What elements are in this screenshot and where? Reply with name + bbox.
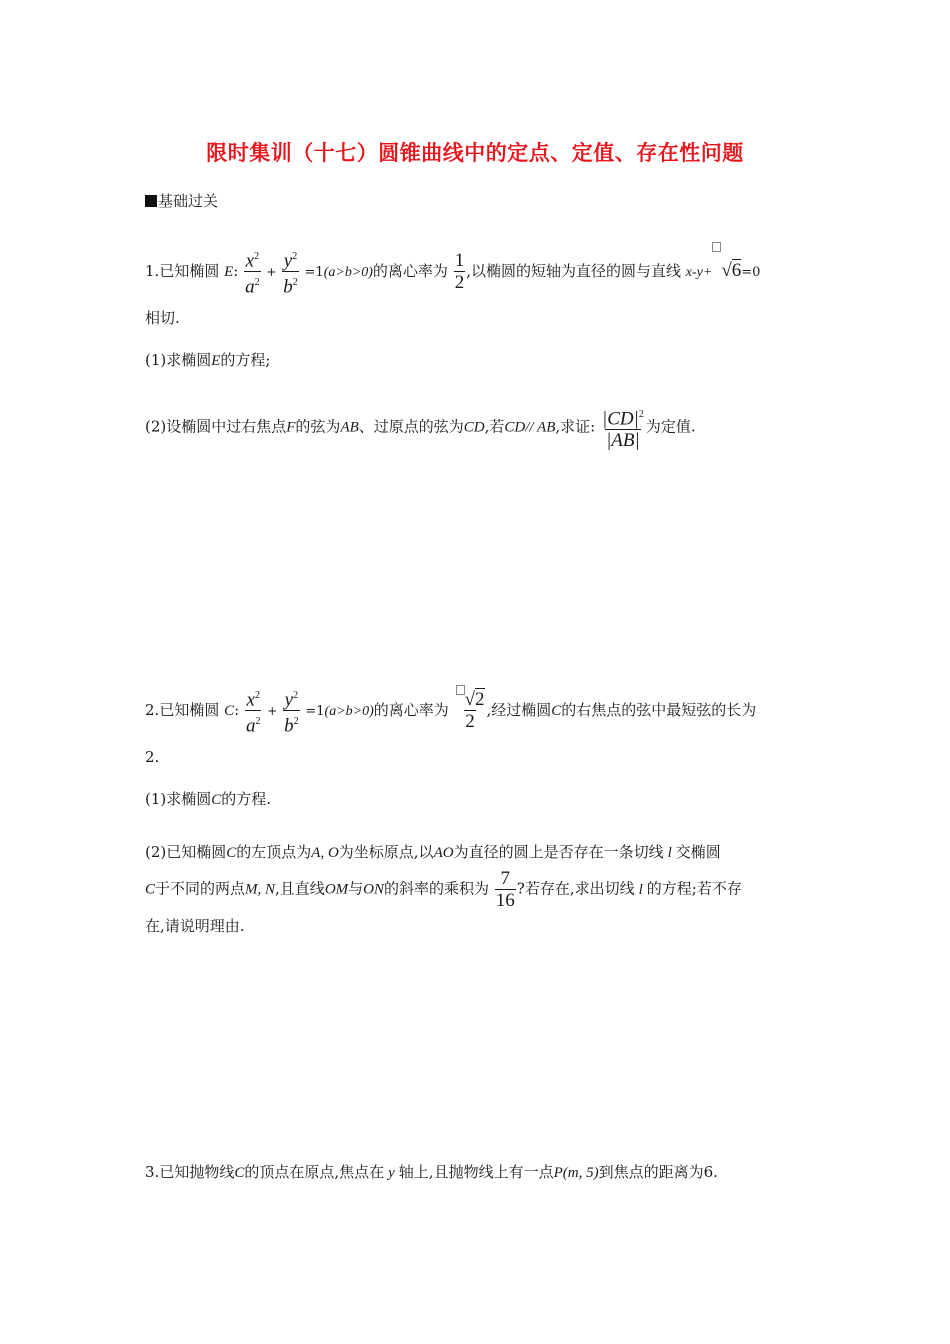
q1-p2-parallel: CD// AB: [504, 419, 556, 436]
placeholder-box-icon: [712, 242, 721, 252]
q2-number: 2.: [145, 700, 160, 719]
q2-p2-on: ON: [363, 881, 384, 898]
q2-p2-om: OM: [324, 881, 349, 898]
q3-text-4: 到焦点的距离为6.: [598, 1163, 718, 1181]
q2-text-4: 的右焦点的弦中最短弦的长为: [561, 700, 757, 719]
q1-eq0: =0: [741, 264, 761, 280]
q2-p2-l2: l: [638, 881, 643, 898]
q2-line-1: [145, 685, 756, 737]
q1-number: 1.: [145, 261, 160, 280]
q1-p1-text: (1)求椭圆: [145, 351, 212, 369]
section-heading: [145, 190, 218, 211]
q2-sqrt2: 2: [475, 689, 485, 711]
q1-text-3: ,以椭圆的短轴为直径的圆与直线: [466, 261, 681, 280]
q2-p2-text-h: 与: [348, 879, 364, 898]
q2-eccentricity-fraction: $\frac{√2}{2}$: [455, 689, 486, 732]
q2-p2-text-f: 于不同的两点: [155, 879, 246, 898]
q1-half-den: 2: [454, 272, 465, 294]
q1-p2-ab: AB: [340, 419, 359, 436]
q1-half-num: 1: [454, 250, 465, 272]
q1-x-exp: 2: [254, 251, 260, 262]
q1-plus: +: [266, 264, 277, 279]
q3-var-y: y: [388, 1165, 395, 1181]
q1-text-2: 的离心率为: [372, 261, 448, 280]
q2-eq1: =1: [305, 703, 325, 719]
q2-p2-mn: M, N: [245, 881, 276, 898]
q1-p1-text-2: 的方程;: [220, 351, 271, 369]
q2-y: y: [284, 689, 294, 711]
q1-line-2: 相切.: [145, 309, 180, 327]
q2-p2-text-e: 交椭圆: [675, 843, 721, 861]
q1-p2-text-e: ,求证:: [555, 417, 596, 436]
q1-a: a: [245, 276, 255, 298]
q2-line-2: 2.: [145, 748, 160, 766]
q1-p2-text-b: 的弦为: [295, 417, 341, 436]
q1-x: x: [245, 250, 255, 272]
q1-line-expr: x-y+: [685, 264, 713, 280]
q1-p2-cd: CD: [463, 419, 485, 436]
q2-plus: +: [267, 703, 278, 718]
q1-y2-over-b2: [282, 246, 299, 298]
q3-point-p: P(m, 5): [553, 1165, 599, 1181]
q1-b: b: [283, 276, 293, 298]
q1-line-1: [145, 246, 760, 298]
q2-y-exp: 2: [293, 690, 299, 701]
q2-frac-num: 7: [500, 868, 511, 889]
q1-six: 6: [731, 259, 742, 281]
q2-text-3: ,经过椭圆: [486, 700, 552, 719]
q2-ecc-den: 2: [465, 711, 475, 733]
q2-text-2: 的离心率为: [373, 700, 449, 719]
q2-x2-over-a2: [245, 685, 262, 737]
q1-y-exp: 2: [292, 251, 298, 262]
q1-part2: [145, 404, 696, 451]
q2-x: x: [246, 689, 255, 711]
q1-ab-abs: |AB|: [606, 430, 640, 452]
q1-part1: [145, 353, 270, 369]
q1-condition: (a>b>0): [323, 264, 373, 280]
q3-text-3: 轴上,且抛物线上有一点: [398, 1163, 554, 1181]
q2-p2-text-i: 的斜率的乘积为: [384, 879, 490, 898]
q2-part1: [145, 792, 271, 808]
q2-x-exp: 2: [254, 690, 260, 701]
q1-p1-e: E: [211, 353, 221, 369]
q1-a-exp: 2: [254, 277, 260, 289]
q2-p1-c: C: [211, 792, 222, 808]
q2-p2-text-b: 的左顶点为: [236, 843, 312, 861]
q2-a-exp: 2: [255, 716, 261, 728]
q1-eccentricity-fraction: [454, 250, 466, 293]
q2-part2-line3: 在,请说明理由.: [145, 917, 245, 935]
q1-colon: :: [233, 261, 239, 280]
q2-p2-c: C: [226, 845, 237, 861]
q2-b-exp: 2: [293, 716, 299, 728]
q1-text-1: 已知椭圆: [159, 261, 220, 280]
q3-number: 3.: [145, 1163, 160, 1181]
q2-p1-text-2: 的方程.: [221, 790, 272, 808]
q2-a: a: [245, 715, 256, 737]
q2-part2-line2: [145, 868, 742, 911]
section-label: 基础过关: [158, 192, 219, 210]
q2-var-c: C: [224, 702, 235, 719]
q2-p2-text-k: 的方程;若不存: [646, 879, 742, 898]
q2-p1-text: (1)求椭圆: [145, 790, 212, 808]
q2-p2-l: l: [667, 845, 672, 861]
q2-p2-text-d: 为直径的圆上是否存在一条切线: [453, 843, 664, 861]
q2-condition: (a>b>0): [324, 703, 374, 719]
q2-p2-c2: C: [145, 881, 156, 898]
q1-p2-text-f: 为定值.: [645, 417, 696, 436]
q2-p2-text-g: ,且直线: [275, 879, 325, 898]
q1-cd-exp: 2: [638, 409, 644, 420]
q1-p2-text-a: (2)设椭圆中过右焦点: [145, 417, 287, 436]
q1-p2-text-d: ,若: [484, 417, 505, 436]
q2-text-1: 已知椭圆: [159, 700, 220, 719]
q1-cd-ab-fraction: [601, 404, 645, 451]
q3-text-2: 的顶点在原点,焦点在: [244, 1163, 385, 1181]
q2-p2-text-c: 为坐标原点,以: [338, 843, 434, 861]
placeholder-box-icon: [456, 685, 465, 695]
q2-y2-over-b2: [283, 685, 300, 737]
q2-frac-den: 16: [495, 890, 515, 911]
q3-var-c: C: [234, 1165, 245, 1181]
q3-text-1: 已知抛物线: [159, 1163, 235, 1181]
q2-p2-text-a: (2)已知椭圆: [145, 843, 227, 861]
q3-line-1: [145, 1165, 718, 1181]
q2-p2-a-o: A, O: [311, 845, 339, 861]
q1-p2-f: F: [286, 419, 296, 436]
q1-x2-over-a2: [244, 246, 261, 298]
q1-b-exp: 2: [292, 277, 298, 289]
q2-p2-ao: AO: [433, 845, 454, 861]
q2-var-c2: C: [551, 702, 562, 719]
q1-var-e: E: [224, 263, 234, 280]
q1-p2-text-c: 、过原点的弦为: [358, 417, 464, 436]
page-title: 限时集训（十七）圆锥曲线中的定点、定值、存在性问题: [206, 141, 744, 165]
q2-slope-product-fraction: [495, 868, 516, 911]
q2-p2-text-j: ?若存在,求出切线: [516, 879, 635, 898]
q1-eq1: =1: [304, 264, 324, 280]
black-square-icon: [145, 195, 157, 207]
q2-part2-line1: [145, 845, 721, 861]
q2-colon: :: [234, 700, 240, 719]
q1-sqrt6: √6: [712, 260, 741, 281]
q1-cd-abs: |CD|: [602, 408, 639, 430]
q1-y: y: [283, 250, 293, 272]
q2-b: b: [284, 715, 294, 737]
